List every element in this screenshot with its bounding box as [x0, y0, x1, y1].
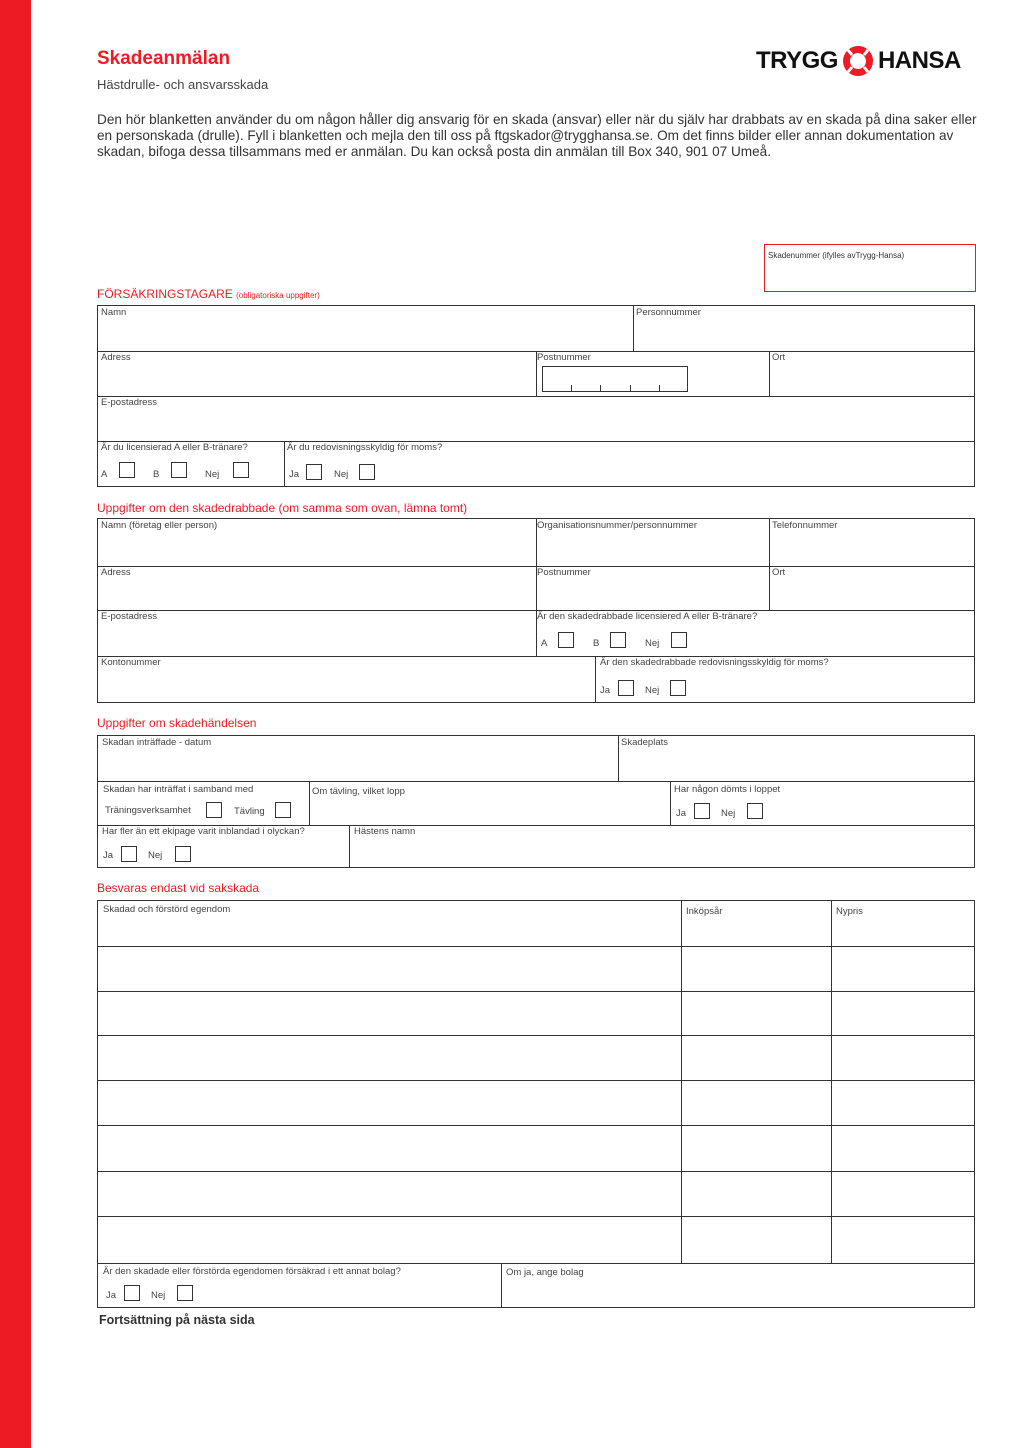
table-row[interactable]: [98, 946, 974, 991]
option-label: Nej: [334, 469, 349, 480]
injured-postcode-field[interactable]: [536, 566, 769, 610]
option-label: Nej: [148, 850, 163, 861]
field-label: Namn: [101, 307, 127, 318]
column-header: Nypris: [836, 906, 863, 917]
option-label: Nej: [205, 469, 220, 480]
option-label: A: [541, 638, 548, 649]
incident-more-group: [98, 825, 349, 868]
policyholder-heading-text: FÖRSÄKRINGSTAGARE: [97, 287, 233, 301]
option-label: Nej: [645, 638, 660, 649]
policyholder-heading: [97, 287, 320, 301]
injured-city-field[interactable]: [769, 566, 974, 610]
table-row[interactable]: [98, 1035, 974, 1080]
claim-number-box[interactable]: [764, 244, 976, 292]
option-label: A: [101, 469, 108, 480]
policyholder-name-field[interactable]: [98, 306, 633, 351]
policyholder-table: [97, 305, 975, 487]
more-no-checkbox[interactable]: [175, 846, 191, 862]
injured-org-field[interactable]: [536, 519, 769, 566]
page-subtitle: Hästdrulle- och ansvarsskada: [97, 77, 269, 92]
page-title: Skadeanmälan: [97, 48, 231, 69]
incident-table: [97, 735, 975, 868]
field-label: Ort: [772, 352, 786, 363]
option-label: Träningsverksamhet: [105, 805, 191, 816]
injured-address-field[interactable]: [98, 566, 536, 610]
incident-date-field[interactable]: [98, 736, 618, 781]
table-row[interactable]: [98, 1080, 974, 1125]
incident-place-field[interactable]: [618, 736, 974, 781]
option-label: Ja: [103, 850, 114, 861]
field-label: Kontonummer: [101, 657, 161, 668]
claim-number-label: Skadenummer (ifylles avTrygg-Hansa): [768, 251, 905, 260]
policyholder-city-field[interactable]: [769, 351, 974, 396]
policyholder-postcode-field[interactable]: [536, 351, 769, 396]
policyholder-email-field[interactable]: [98, 396, 974, 441]
injured-heading: Uppgifter om den skadedrabbade (om samma som ovan, lämna tomt): [97, 501, 468, 515]
injured-phone-field[interactable]: [769, 519, 974, 566]
injured-licensed-group: [536, 610, 974, 656]
more-yes-checkbox[interactable]: [121, 846, 137, 862]
question-label: Är den skadedrabbade licensiered A eller B-tränare?: [537, 611, 758, 622]
judged-yes-checkbox[interactable]: [694, 803, 710, 819]
column-header: Skadad och förstörd egendom: [103, 904, 231, 915]
field-label: Ort: [772, 567, 786, 578]
property-year-header: [681, 901, 831, 946]
judged-no-checkbox[interactable]: [747, 803, 763, 819]
table-row[interactable]: [98, 1216, 974, 1263]
option-label: Ja: [600, 685, 611, 696]
question-label: Är du licensierad A eller B-tränare?: [101, 442, 248, 453]
option-label: Ja: [676, 808, 687, 819]
intro-text: Den hör blanketten använder du om någon håller dig ansvarig för en skada (ansvar) eller när du själv har drabbats av en skada på dina saker eller en personskada (drulle). Fyll i blanketten och mejla den till oss på ftgskador@trygghansa.se. Om det finns bilder eller annan dokumentation av skadan, bifoga dessa tillsammans med er anmälan. Du kan också posta din anmälan till Box 340, 901 07 Umeå.: [97, 112, 977, 159]
injured-email-field[interactable]: [98, 610, 536, 656]
property-item-header: [98, 901, 681, 946]
table-row[interactable]: [98, 1171, 974, 1216]
injured-vat-no-checkbox[interactable]: [670, 680, 686, 696]
trygg-hansa-logo: [756, 41, 976, 81]
property-table: [97, 900, 975, 1308]
field-label: Namn (företag eller person): [101, 520, 218, 531]
property-price-header: [831, 901, 974, 946]
field-label: Adress: [101, 352, 131, 363]
vat-yes-checkbox[interactable]: [306, 464, 322, 480]
question-label: Är du redovisningsskyldig för moms?: [287, 442, 443, 453]
field-label: Postnummer: [537, 352, 591, 363]
incident-horse-field[interactable]: [349, 825, 974, 868]
brand-sidebar-bar: [0, 0, 31, 1448]
licensed-b-checkbox[interactable]: [171, 462, 187, 478]
injured-vat-group: [595, 656, 974, 703]
table-row[interactable]: [98, 1125, 974, 1171]
licensed-a-checkbox[interactable]: [119, 462, 135, 478]
field-label: Hästens namn: [354, 826, 416, 837]
field-label: Adress: [101, 567, 131, 578]
question-label: Är den skadade eller förstörda egendomen försäkrad i ett annat bolag?: [103, 1266, 401, 1277]
field-label: Om ja, ange bolag: [506, 1267, 584, 1278]
injured-licensed-no-checkbox[interactable]: [671, 632, 687, 648]
lifebuoy-icon: [841, 44, 875, 78]
injured-licensed-b-checkbox[interactable]: [610, 632, 626, 648]
incident-judged-group: [670, 781, 974, 825]
other-yes-checkbox[interactable]: [124, 1285, 140, 1301]
policyholder-licensed-group: [98, 441, 284, 487]
field-label: E-postadress: [101, 397, 157, 408]
option-label: B: [593, 638, 600, 649]
field-label: Personnummer: [636, 307, 701, 318]
policyholder-heading-note: (obligatoriska uppgifter): [236, 291, 320, 300]
option-label: Ja: [106, 1290, 117, 1301]
option-label: Nej: [151, 1290, 166, 1301]
field-label: Skadan inträffade - datum: [102, 737, 212, 748]
continuation-note: Fortsättning på nästa sida: [99, 1313, 255, 1327]
incident-context-group: [98, 781, 309, 825]
policyholder-address-field[interactable]: [98, 351, 536, 396]
incident-heading: Uppgifter om skadehändelsen: [97, 716, 257, 730]
option-label: B: [153, 469, 160, 480]
field-label: Telefonnummer: [772, 520, 838, 531]
injured-name-field[interactable]: [98, 519, 536, 566]
policyholder-ssn-field[interactable]: [633, 306, 974, 351]
question-label: Skadan har inträffat i samband med: [103, 784, 254, 795]
injured-table: [97, 518, 975, 703]
field-label: Postnummer: [537, 567, 591, 578]
competition-checkbox[interactable]: [275, 802, 291, 818]
injured-account-field[interactable]: [98, 656, 595, 703]
vat-no-checkbox[interactable]: [359, 464, 375, 480]
question-label: Har någon dömts i loppet: [674, 784, 781, 795]
option-label: Nej: [645, 685, 660, 696]
question-label: Är den skadedrabbade redovisningsskyldig för moms?: [600, 657, 829, 668]
field-label: Skadeplats: [621, 737, 669, 748]
injured-licensed-a-checkbox[interactable]: [558, 632, 574, 648]
question-label: Har fler än ett ekipage varit inblandad i olyckan?: [102, 826, 305, 837]
training-checkbox[interactable]: [206, 802, 222, 818]
other-no-checkbox[interactable]: [177, 1285, 193, 1301]
logo-left-text: TRYGG: [756, 47, 838, 74]
column-header: Inköpsår: [686, 906, 723, 917]
policyholder-vat-group: [284, 441, 974, 487]
incident-race-field[interactable]: [309, 781, 670, 825]
field-label: Organisationsnummer/personnummer: [537, 520, 697, 531]
option-label: Nej: [721, 808, 736, 819]
field-label: E-postadress: [101, 611, 157, 622]
injured-vat-yes-checkbox[interactable]: [618, 680, 634, 696]
property-other-company-field[interactable]: [501, 1263, 974, 1308]
table-row[interactable]: [98, 991, 974, 1035]
option-label: Ja: [289, 469, 300, 480]
field-label: Om tävling, vilket lopp: [312, 786, 405, 797]
logo-right-text: HANSA: [877, 47, 961, 74]
property-other-group: [98, 1263, 501, 1308]
postcode-digit-boxes[interactable]: [542, 366, 688, 392]
option-label: Tävling: [234, 806, 265, 817]
property-heading: Besvaras endast vid sakskada: [97, 881, 260, 895]
licensed-no-checkbox[interactable]: [233, 462, 249, 478]
